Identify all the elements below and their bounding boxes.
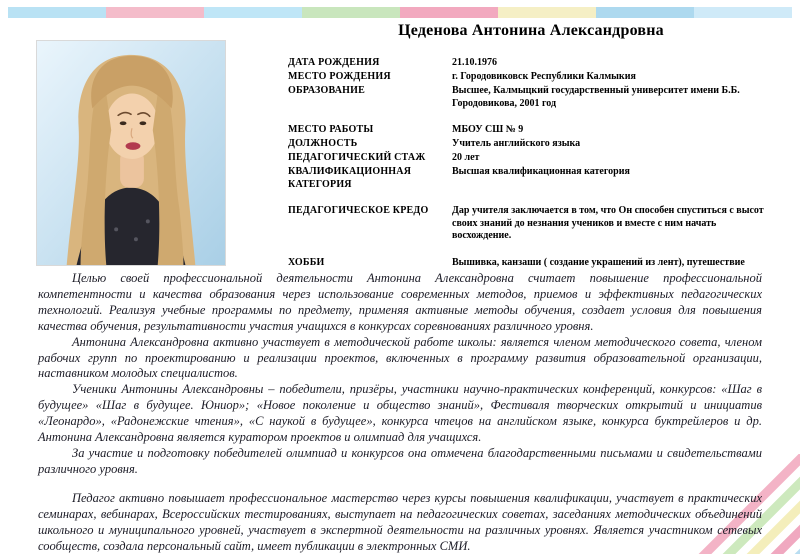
top-strip-segment [596,7,694,18]
field-label: ДОЛЖНОСТЬ [288,138,358,149]
bio-paragraph: Антонина Александровна активно участвует в методической работе школы: является членом методического совета, членом рабочих групп по проектированию и реализации проектов, включенных в программу развития образовательной организации, наставником молодых специалистов. [38,334,762,381]
top-strip-segment [106,7,204,18]
portrait-illustration [37,41,225,265]
field-label: МЕСТО РОЖДЕНИЯ [288,71,391,82]
field-row [288,71,774,84]
field-value: Учитель английского языка [452,138,581,149]
field-label: МЕСТО РАБОТЫ [288,124,374,135]
field-label: ОБРАЗОВАНИЕ [288,85,365,96]
portrait-photo [36,40,226,266]
profile-panel [288,22,774,271]
field-value: Высшее, Калмыцкий государственный университет имени Б.Б. Городовикова, 2001 год [452,85,740,109]
field-row [288,152,774,165]
top-strip-segment [8,7,106,18]
field-row [288,85,774,110]
bio-paragraph: Педагог активно повышает профессиональное мастерство через курсы повышения квалификации, участвует в практических семинарах, вебинарах, Всероссийских тестированиях, выступает на педагогических советах, заседаниях методических объединений школьного и муниципального уровней, участвует в экспертной деятельности на различных уровнях. Является участником сетевых сообществ, создала персональный сайт, имеет публикации в электронных СМИ. [38,490,762,553]
field-label: ПЕДАГОГИЧЕСКОЕ КРЕДО [288,205,429,216]
bio-paragraph: Целью своей профессиональной деятельности Антонина Александровна считает повышение профессиональной компетентности и качества образования через использование современных методов, приемов и эффективных педагогических технологий. Реализуя учебные программы по предмету, применяя активные методы обучения, создает условия для повышения качества обучения, результативности участия учащихся в конкурсах соревнованиях различного уровня. [38,271,762,333]
field-row [288,57,774,70]
field-label: ПЕДАГОГИЧЕСКИЙ СТАЖ [288,152,426,163]
field-value: МБОУ СШ № 9 [452,124,524,135]
field-row [288,166,774,191]
top-strip [8,7,792,18]
bio-paragraph: За участие и подготовку победителей олимпиад и конкурсов она отмечена благодарственными письмами и свидетельствами различного уровня. [38,445,762,476]
field-value: Вышивка, канзаши ( создание украшений из лент), путешествие [452,256,745,268]
top-strip-segment [498,7,596,18]
field-row [288,138,774,151]
profile-fields [288,57,774,269]
top-strip-segment [694,7,792,18]
field-value: 21.10.1976 [452,57,497,68]
field-value: 20 лет [452,152,480,163]
field-value: г. Городовиковск Республики Калмыкия [452,71,636,82]
top-strip-segment [400,7,498,18]
field-label: КВАЛИФИКАЦИОННАЯ КАТЕГОРИЯ [288,166,412,190]
page-title: Цеденова Антонина Александровна [398,22,664,39]
bio-paragraph: Ученики Антонины Александровны – победители, призёры, участники научно-практических конференций, конкурсов: «Шаг в будущее» «Шаг в будущее. Юниор»; «Новое поколение и общество знаний», Фестиваля творческих открытий и инициатив «Леонардо», «Радонежские чтения», «С наукой в будущее», конкурса чтецов на английском языке, конкурса буктрейлеров и др. Антонина Александровна является куратором проектов и олимпиад для учащихся. [38,382,762,445]
top-strip-segment [204,7,302,18]
field-label: ХОББИ [288,256,325,268]
field-label: ДАТА РОЖДЕНИЯ [288,57,380,68]
field-row [288,205,774,243]
field-row [288,124,774,137]
field-row [288,257,774,270]
bio-text [38,271,762,554]
field-value: Высшая квалификационная категория [452,166,630,177]
field-value: Дар учителя заключается в том, что Он способен спуститься с высот своих знаний до незнания учеников и вместе с ним начать восхождение. [452,205,764,241]
top-strip-segment [302,7,400,18]
